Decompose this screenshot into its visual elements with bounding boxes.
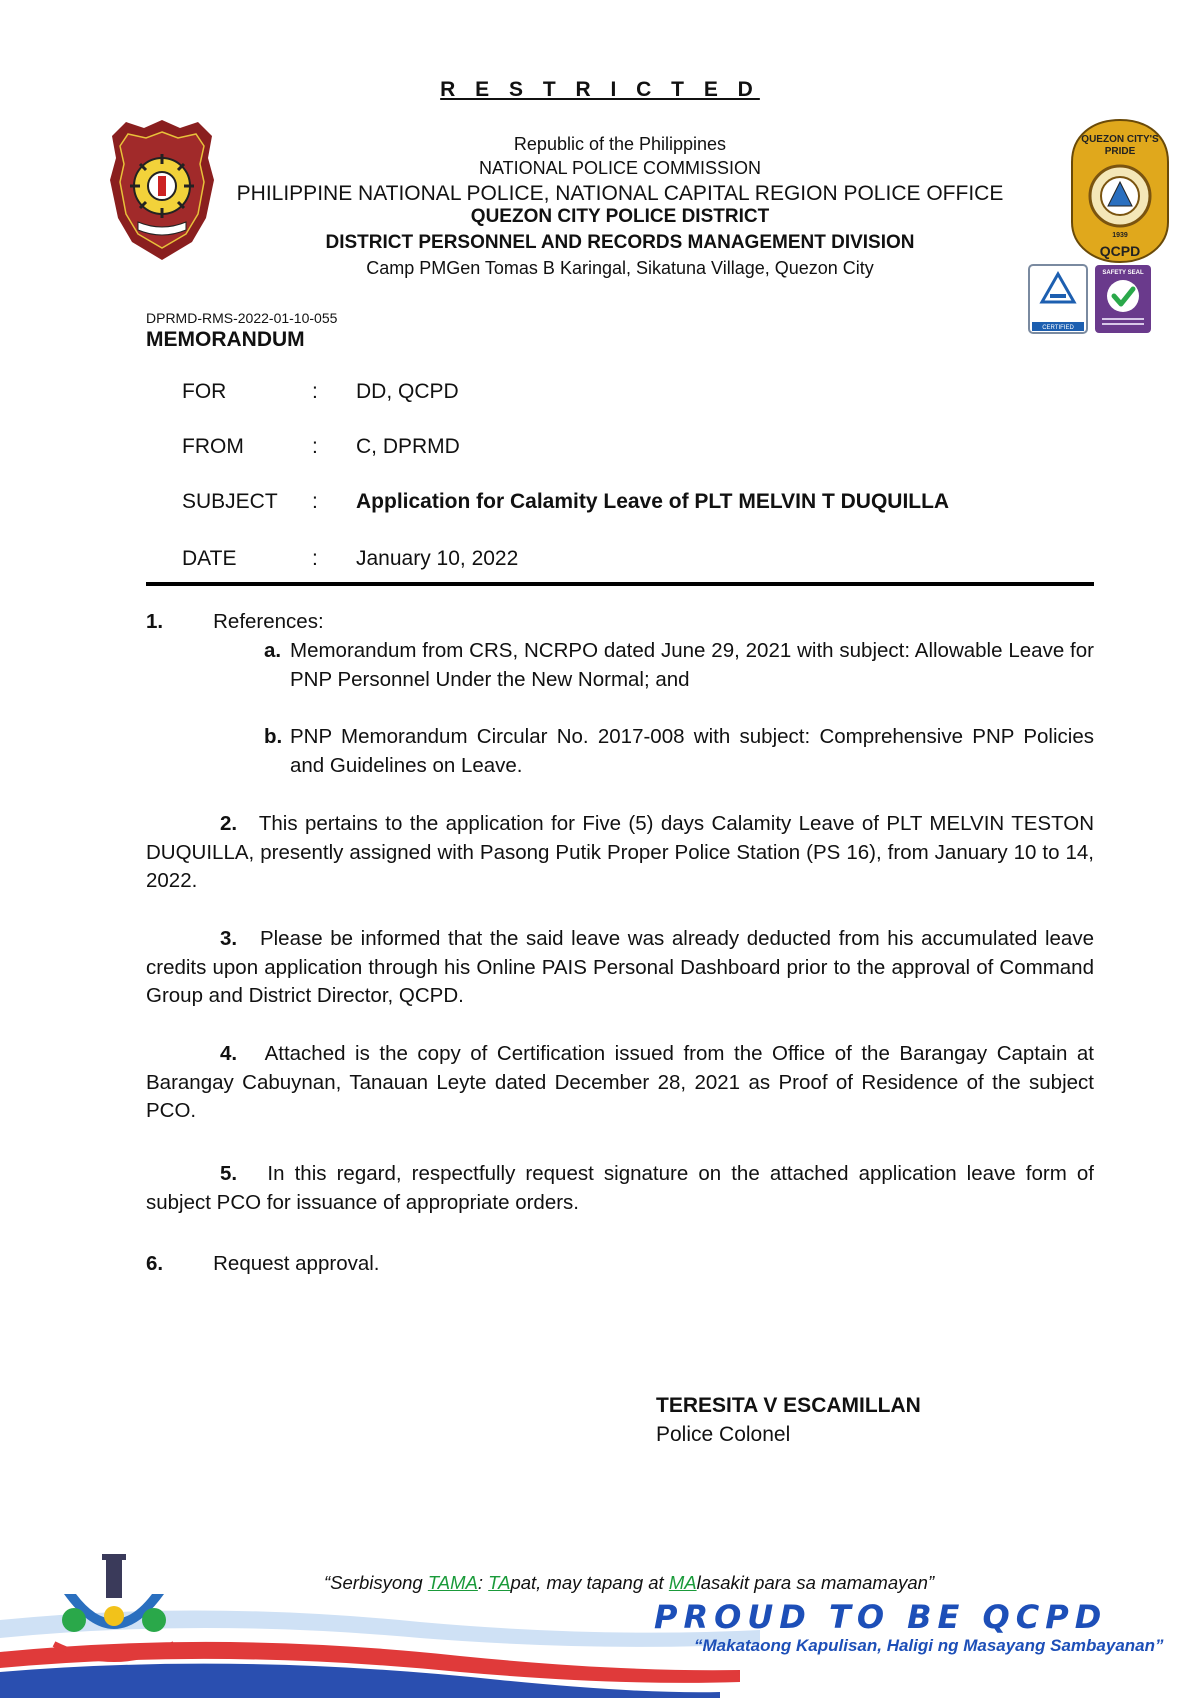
reference-b — [264, 723, 1094, 780]
field-value: DD, QCPD — [356, 380, 459, 403]
svg-text:PRIDE: PRIDE — [1104, 146, 1136, 157]
header-napolcom: NATIONAL POLICE COMMISSION — [478, 158, 762, 178]
paragraph-text: Please be informed that the said leave was already deducted from his accumulated leave credits upon application through his Online PAIS Personal Dashboard prior to the approval of Command Group and District Director, QCPD. — [146, 927, 1094, 1007]
header-address: Camp PMGen Tomas B Karingal, Sikatuna Village, Quezon City — [366, 258, 874, 278]
reference-a — [264, 637, 1094, 694]
svg-text:QCPD: QCPD — [1099, 243, 1141, 259]
signatory-name: TERESITA V ESCAMILLAN — [656, 1394, 921, 1417]
reference-text: PNP Memorandum Circular No. 2017-008 with subject: Comprehensive PNP Policies and Guidelines on Leave. — [290, 725, 1094, 777]
paragraph-1 — [146, 608, 1094, 637]
qcpd-badge-icon — [1070, 118, 1170, 264]
paragraph-2 — [146, 810, 1094, 896]
footer-slogan: “Makataong Kapulisan, Haligi ng Masayang Sambayanan” — [694, 1636, 1164, 1655]
control-number: DPRMD-RMS-2022-01-10-055 — [146, 310, 338, 326]
paragraph-number: 6. — [146, 1252, 164, 1275]
paragraph-number: 5. — [220, 1162, 238, 1185]
proud-to-be-qcpd: PROUD TO BE QCPD — [654, 1598, 1108, 1636]
tuv-certified-badge-icon — [1028, 264, 1088, 334]
paragraph-text: In this regard, respectfully request signature on the attached application leave form of subject PCO for issuance of appropriate orders. — [146, 1162, 1094, 1214]
svg-text:SAFETY SEAL: SAFETY SEAL — [1102, 270, 1144, 276]
svg-text:1939: 1939 — [1112, 232, 1128, 239]
memorandum-title: MEMORANDUM — [146, 328, 305, 351]
field-label: DATE — [182, 547, 237, 570]
field-colon: : — [312, 380, 318, 403]
header-republic: Republic of the Philippines — [513, 134, 727, 154]
paragraph-5 — [146, 1160, 1094, 1217]
paragraph-4 — [146, 1040, 1094, 1126]
paragraph-text: References: — [213, 610, 324, 633]
field-value: Application for Calamity Leave of PLT MELVIN T DUQUILLA — [356, 490, 950, 513]
motto-highlight: MA — [668, 1572, 697, 1593]
reference-text: Memorandum from CRS, NCRPO dated June 29, 2021 with subject: Allowable Leave for PNP Personnel Under the New Normal; and — [290, 639, 1094, 691]
header-pnp-ncrpo: PHILIPPINE NATIONAL POLICE, NATIONAL CAPITAL REGION POLICE OFFICE — [236, 182, 1004, 205]
paragraph-number: 3. — [220, 927, 238, 950]
classification-label: R E S T R I C T E D — [440, 78, 760, 101]
field-colon: : — [312, 547, 318, 570]
motto-text: “Serbisyong — [324, 1572, 428, 1593]
paragraph-text: Attached is the copy of Certification issued from the Office of the Barangay Captain at Barangay Cabuynan, Tanauan Leyte dated December 28, 2021 as Proof of Residence of the subject PCO. — [146, 1042, 1094, 1122]
field-value: C, DPRMD — [356, 435, 460, 458]
motto-text: : — [477, 1572, 489, 1593]
field-value: January 10, 2022 — [356, 547, 519, 570]
field-colon: : — [312, 435, 318, 458]
header-qcpd: QUEZON CITY POLICE DISTRICT — [470, 206, 770, 227]
signatory-rank: Police Colonel — [656, 1423, 791, 1446]
field-label: FROM — [182, 435, 244, 458]
reference-letter: b. — [264, 725, 283, 748]
paragraph-6 — [146, 1250, 1094, 1279]
field-label: FOR — [182, 380, 227, 403]
motto-text: lasakit para sa mamamayan” — [696, 1572, 935, 1593]
header-divider — [146, 582, 1094, 586]
header-dprmd: DISTRICT PERSONNEL AND RECORDS MANAGEMENT DIVISION — [325, 232, 915, 253]
paragraph-number: 1. — [146, 610, 164, 633]
field-colon: : — [312, 490, 318, 513]
footer-motto — [324, 1572, 934, 1594]
motto-highlight: TA — [488, 1572, 511, 1593]
paragraph-text: This pertains to the application for Five (5) days Calamity Leave of PLT MELVIN TESTON DUQUILLA, presently assigned with Pasong Putik Proper Police Station (PS 16), from January 10 to 14, 2022. — [146, 812, 1094, 892]
qc-city-hall-logo-icon — [44, 1554, 184, 1674]
paragraph-3 — [146, 925, 1094, 1011]
paragraph-text: Request approval. — [213, 1252, 380, 1275]
svg-text:CERTIFIED: CERTIFIED — [1042, 325, 1074, 331]
paragraph-number: 4. — [220, 1042, 238, 1065]
reference-letter: a. — [264, 639, 282, 662]
svg-text:QUEZON CITY'S: QUEZON CITY'S — [1081, 134, 1159, 145]
motto-text: pat, may tapang at — [510, 1572, 669, 1593]
motto-highlight: TAMA — [427, 1572, 478, 1593]
field-label: SUBJECT — [182, 490, 278, 513]
safety-seal-badge-icon — [1094, 264, 1152, 334]
paragraph-number: 2. — [220, 812, 238, 835]
